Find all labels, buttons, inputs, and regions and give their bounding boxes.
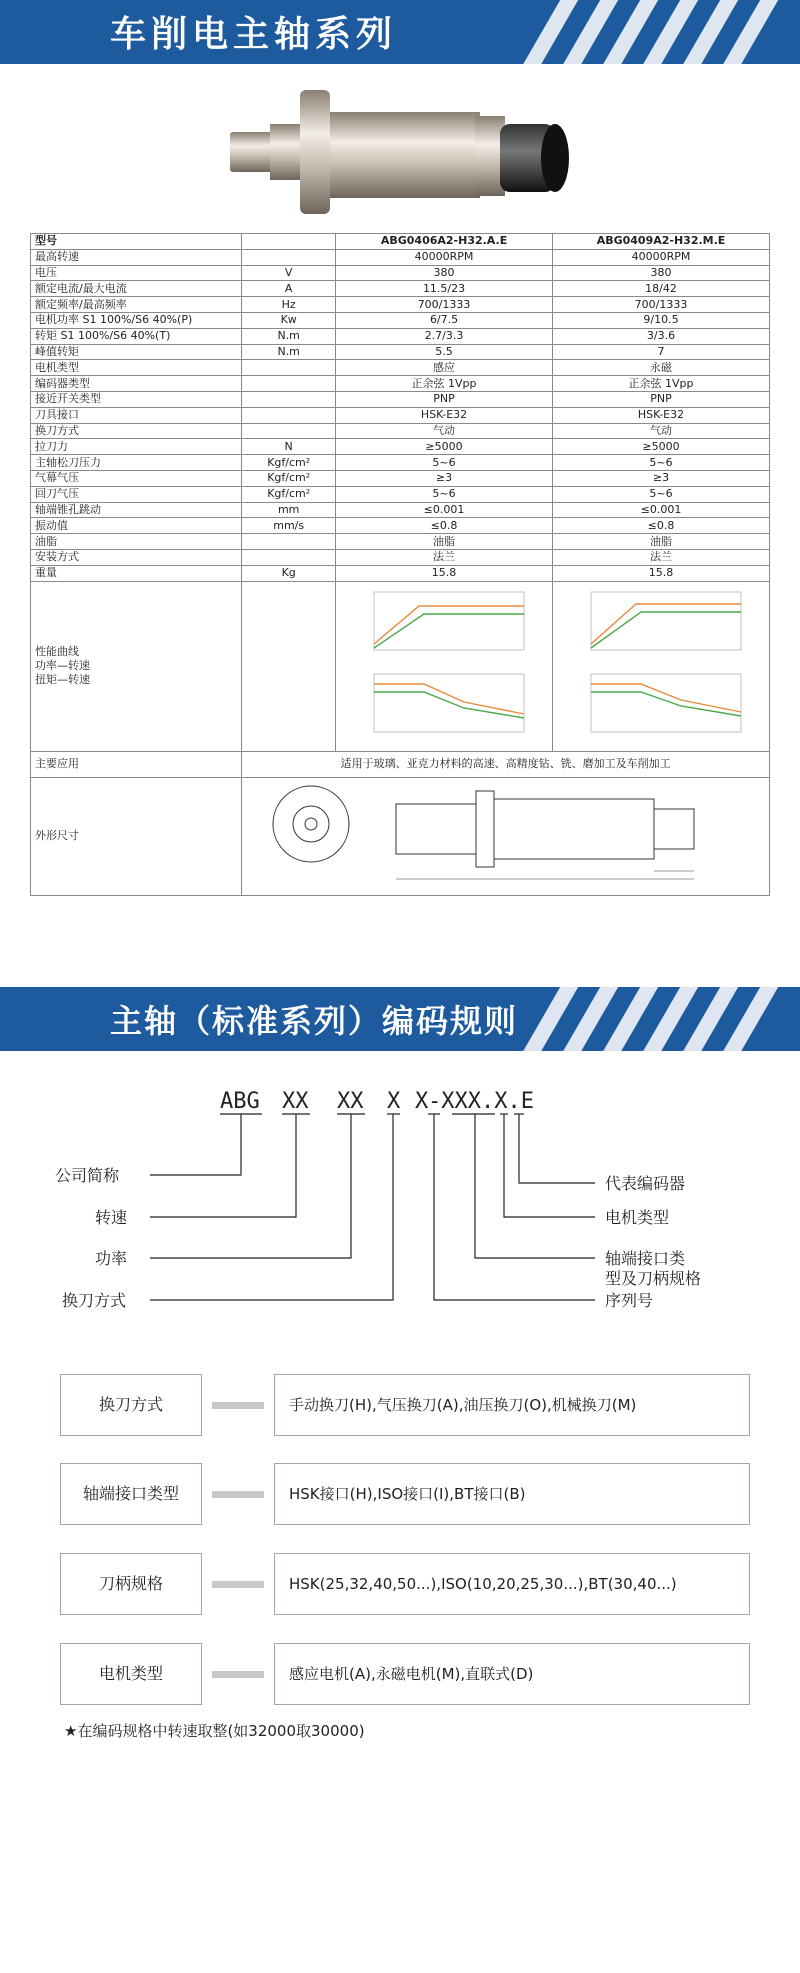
spec-label: 轴端锥孔跳动 xyxy=(31,502,242,518)
spec-value-model-2: 油脂 xyxy=(553,534,770,550)
spec-row xyxy=(31,360,770,376)
spec-value-model-1: 2.7/3.3 xyxy=(336,328,553,344)
spec-value-model-1: 5~6 xyxy=(336,486,553,502)
spec-value-model-1: 5~6 xyxy=(336,455,553,471)
spec-row xyxy=(31,312,770,328)
spec-row xyxy=(31,439,770,455)
spec-value-model-1: HSK-E32 xyxy=(336,407,553,423)
curve-chart-model-1 xyxy=(336,581,553,751)
header-model-2: ABG0409A2-H32.M.E xyxy=(553,234,770,250)
spec-row xyxy=(31,455,770,471)
spec-row xyxy=(31,470,770,486)
spec-value-model-2: 正余弦 1Vpp xyxy=(553,376,770,392)
spec-value-model-2: ≤0.001 xyxy=(553,502,770,518)
spec-label: 峰值转矩 xyxy=(31,344,242,360)
coding-title: 主轴（标准系列）编码规则 xyxy=(110,1002,519,1040)
spec-unit: V xyxy=(242,265,336,281)
code-seg-interface: X xyxy=(415,1089,429,1114)
spec-unit xyxy=(242,391,336,407)
spec-unit: Kw xyxy=(242,312,336,328)
label-power: 功率 xyxy=(95,1249,128,1268)
rule-value: 感应电机(A),永磁电机(M),直联式(D) xyxy=(274,1643,750,1705)
spec-unit: Kgf/cm² xyxy=(242,455,336,471)
spec-label: 刀具接口 xyxy=(31,407,242,423)
spec-value-model-1: 油脂 xyxy=(336,534,553,550)
series-title: 车削电主轴系列 xyxy=(110,14,398,55)
spec-value-model-2: 700/1333 xyxy=(553,297,770,313)
spec-row xyxy=(31,534,770,550)
dimension-drawing xyxy=(256,779,756,889)
label-company-abbr: 公司简称 xyxy=(55,1166,120,1185)
spec-label: 振动值 xyxy=(31,518,242,534)
rule-value: HSK(25,32,40,50...),ISO(10,20,25,30...),BT(30,40...) xyxy=(274,1553,750,1615)
label-toolchange: 换刀方式 xyxy=(62,1291,127,1310)
spec-unit: Hz xyxy=(242,297,336,313)
spec-value-model-2: ≥3 xyxy=(553,470,770,486)
spec-value-model-2: 法兰 xyxy=(553,549,770,565)
spec-value-model-2: HSK-E32 xyxy=(553,407,770,423)
code-seg-speed: XX xyxy=(282,1089,309,1114)
label-serial: 序列号 xyxy=(605,1291,654,1310)
spec-value-model-2: ≤0.8 xyxy=(553,518,770,534)
coding-rule-diagram xyxy=(40,1078,760,1348)
label-speed: 转速 xyxy=(95,1208,128,1227)
rule-dash xyxy=(212,1581,264,1588)
spindle-product-image xyxy=(220,82,580,232)
spec-row xyxy=(31,391,770,407)
spec-value-model-1: 正余弦 1Vpp xyxy=(336,376,553,392)
application-label: 主要应用 xyxy=(31,751,242,777)
spec-value-model-2: 7 xyxy=(553,344,770,360)
spec-label: 额定频率/最高频率 xyxy=(31,297,242,313)
spec-row xyxy=(31,407,770,423)
spec-row xyxy=(31,344,770,360)
spec-value-model-2: 9/10.5 xyxy=(553,312,770,328)
curves-label-line-2: 功率—转速 xyxy=(35,659,90,673)
spec-label: 回刀气压 xyxy=(31,486,242,502)
spec-label: 编码器类型 xyxy=(31,376,242,392)
curve-graphs-model-1 xyxy=(344,584,544,744)
curves-label-line-1: 性能曲线 xyxy=(35,645,79,659)
spec-value-model-2: 380 xyxy=(553,265,770,281)
spec-value-model-1: 气动 xyxy=(336,423,553,439)
spec-table xyxy=(30,233,770,896)
spec-row xyxy=(31,297,770,313)
spec-label: 接近开关类型 xyxy=(31,391,242,407)
spec-value-model-1: 法兰 xyxy=(336,549,553,565)
spec-label: 气幕气压 xyxy=(31,470,242,486)
footnote: ★在编码规格中转速取整(如32000取30000) xyxy=(64,1722,365,1740)
spec-value-model-1: 380 xyxy=(336,265,553,281)
spec-label: 电机类型 xyxy=(31,360,242,376)
spec-value-model-1: 15.8 xyxy=(336,565,553,581)
spec-unit: A xyxy=(242,281,336,297)
rule-dash xyxy=(212,1402,264,1409)
spec-value-model-1: 40000RPM xyxy=(336,249,553,265)
spec-label: 电机功率 S1 100%/S6 40%(P) xyxy=(31,312,242,328)
performance-curves-row xyxy=(31,581,770,751)
spec-row xyxy=(31,565,770,581)
spec-unit xyxy=(242,407,336,423)
spec-label: 主轴松刀压力 xyxy=(31,455,242,471)
rule-dash xyxy=(212,1491,264,1498)
spec-row xyxy=(31,518,770,534)
spec-row xyxy=(31,265,770,281)
spec-value-model-2: ≥5000 xyxy=(553,439,770,455)
spec-unit: Kg xyxy=(242,565,336,581)
spec-unit: Kgf/cm² xyxy=(242,470,336,486)
spec-row xyxy=(31,328,770,344)
spec-unit: N.m xyxy=(242,344,336,360)
code-seg-toolchange: X xyxy=(387,1089,401,1114)
spec-unit: N xyxy=(242,439,336,455)
series-banner xyxy=(0,0,800,64)
spec-unit xyxy=(242,423,336,439)
coding-banner xyxy=(0,987,800,1051)
spec-value-model-1: 5.5 xyxy=(336,344,553,360)
header-unit xyxy=(242,234,336,250)
dimension-drawing-cell xyxy=(242,777,770,895)
dimensions-label: 外形尺寸 xyxy=(31,777,242,895)
spec-row xyxy=(31,423,770,439)
label-encoder: 代表编码器 xyxy=(605,1174,686,1193)
rule-dash xyxy=(212,1671,264,1678)
curve-chart-model-2 xyxy=(553,581,770,751)
spec-value-model-2: 15.8 xyxy=(553,565,770,581)
spec-label: 电压 xyxy=(31,265,242,281)
dimensions-row xyxy=(31,777,770,895)
spec-unit: mm/s xyxy=(242,518,336,534)
spec-row xyxy=(31,549,770,565)
label-motor-type: 电机类型 xyxy=(605,1208,670,1227)
spec-unit: N.m xyxy=(242,328,336,344)
spec-label: 转矩 S1 100%/S6 40%(T) xyxy=(31,328,242,344)
rule-key: 换刀方式 xyxy=(60,1374,202,1436)
code-seg-serial: -XXX.X.E xyxy=(428,1089,534,1114)
banner-stripes-2 xyxy=(520,987,800,1051)
spec-unit: Kgf/cm² xyxy=(242,486,336,502)
rule-row-toolchange xyxy=(60,1374,750,1436)
label-interface-line2: 型及刀柄规格 xyxy=(605,1269,702,1288)
spec-value-model-1: 11.5/23 xyxy=(336,281,553,297)
spec-unit xyxy=(242,549,336,565)
rule-row-interface xyxy=(60,1463,750,1525)
spec-value-model-2: 5~6 xyxy=(553,486,770,502)
spec-value-model-1: ≥5000 xyxy=(336,439,553,455)
spec-label: 重量 xyxy=(31,565,242,581)
spec-value-model-1: 700/1333 xyxy=(336,297,553,313)
spec-unit: mm xyxy=(242,502,336,518)
header-model-1: ABG0406A2-H32.A.E xyxy=(336,234,553,250)
rule-value: 手动换刀(H),气压换刀(A),油压换刀(O),机械换刀(M) xyxy=(274,1374,750,1436)
spec-label: 油脂 xyxy=(31,534,242,550)
performance-curves-label xyxy=(31,581,242,751)
spec-row xyxy=(31,376,770,392)
spec-value-model-2: PNP xyxy=(553,391,770,407)
curve-graphs-model-2 xyxy=(561,584,761,744)
banner-stripes xyxy=(520,0,800,64)
spec-value-model-1: PNP xyxy=(336,391,553,407)
spec-value-model-1: ≤0.001 xyxy=(336,502,553,518)
application-value: 适用于玻璃、亚克力材料的高速、高精度钻、铣、磨加工及车削加工 xyxy=(242,751,770,777)
spec-label: 拉刀力 xyxy=(31,439,242,455)
rule-value: HSK接口(H),ISO接口(I),BT接口(B) xyxy=(274,1463,750,1525)
spec-value-model-2: 气动 xyxy=(553,423,770,439)
spec-value-model-2: 40000RPM xyxy=(553,249,770,265)
spec-label: 换刀方式 xyxy=(31,423,242,439)
spec-header-row xyxy=(31,234,770,250)
rule-key: 电机类型 xyxy=(60,1643,202,1705)
spec-unit xyxy=(242,249,336,265)
spec-value-model-2: 永磁 xyxy=(553,360,770,376)
spec-value-model-1: ≤0.8 xyxy=(336,518,553,534)
spec-unit xyxy=(242,376,336,392)
spec-value-model-2: 18/42 xyxy=(553,281,770,297)
application-row xyxy=(31,751,770,777)
spec-value-model-2: 5~6 xyxy=(553,455,770,471)
rule-key: 刀柄规格 xyxy=(60,1553,202,1615)
spec-label: 最高转速 xyxy=(31,249,242,265)
spec-value-model-2: 3/3.6 xyxy=(553,328,770,344)
spec-row xyxy=(31,281,770,297)
label-interface-line1: 轴端接口类 xyxy=(605,1249,686,1268)
header-label: 型号 xyxy=(31,234,242,250)
rule-row-motor xyxy=(60,1643,750,1705)
spec-label: 额定电流/最大电流 xyxy=(31,281,242,297)
rule-row-holder xyxy=(60,1553,750,1615)
spec-value-model-1: 感应 xyxy=(336,360,553,376)
spec-value-model-1: ≥3 xyxy=(336,470,553,486)
spec-unit xyxy=(242,534,336,550)
code-seg-company: ABG xyxy=(220,1089,260,1114)
spec-row xyxy=(31,486,770,502)
spec-row xyxy=(31,249,770,265)
curves-label-line-3: 扭矩—转速 xyxy=(35,673,90,687)
spec-label: 安装方式 xyxy=(31,549,242,565)
spec-row xyxy=(31,502,770,518)
rule-key: 轴端接口类型 xyxy=(60,1463,202,1525)
code-seg-power: XX xyxy=(337,1089,364,1114)
spec-unit xyxy=(242,360,336,376)
spec-value-model-1: 6/7.5 xyxy=(336,312,553,328)
